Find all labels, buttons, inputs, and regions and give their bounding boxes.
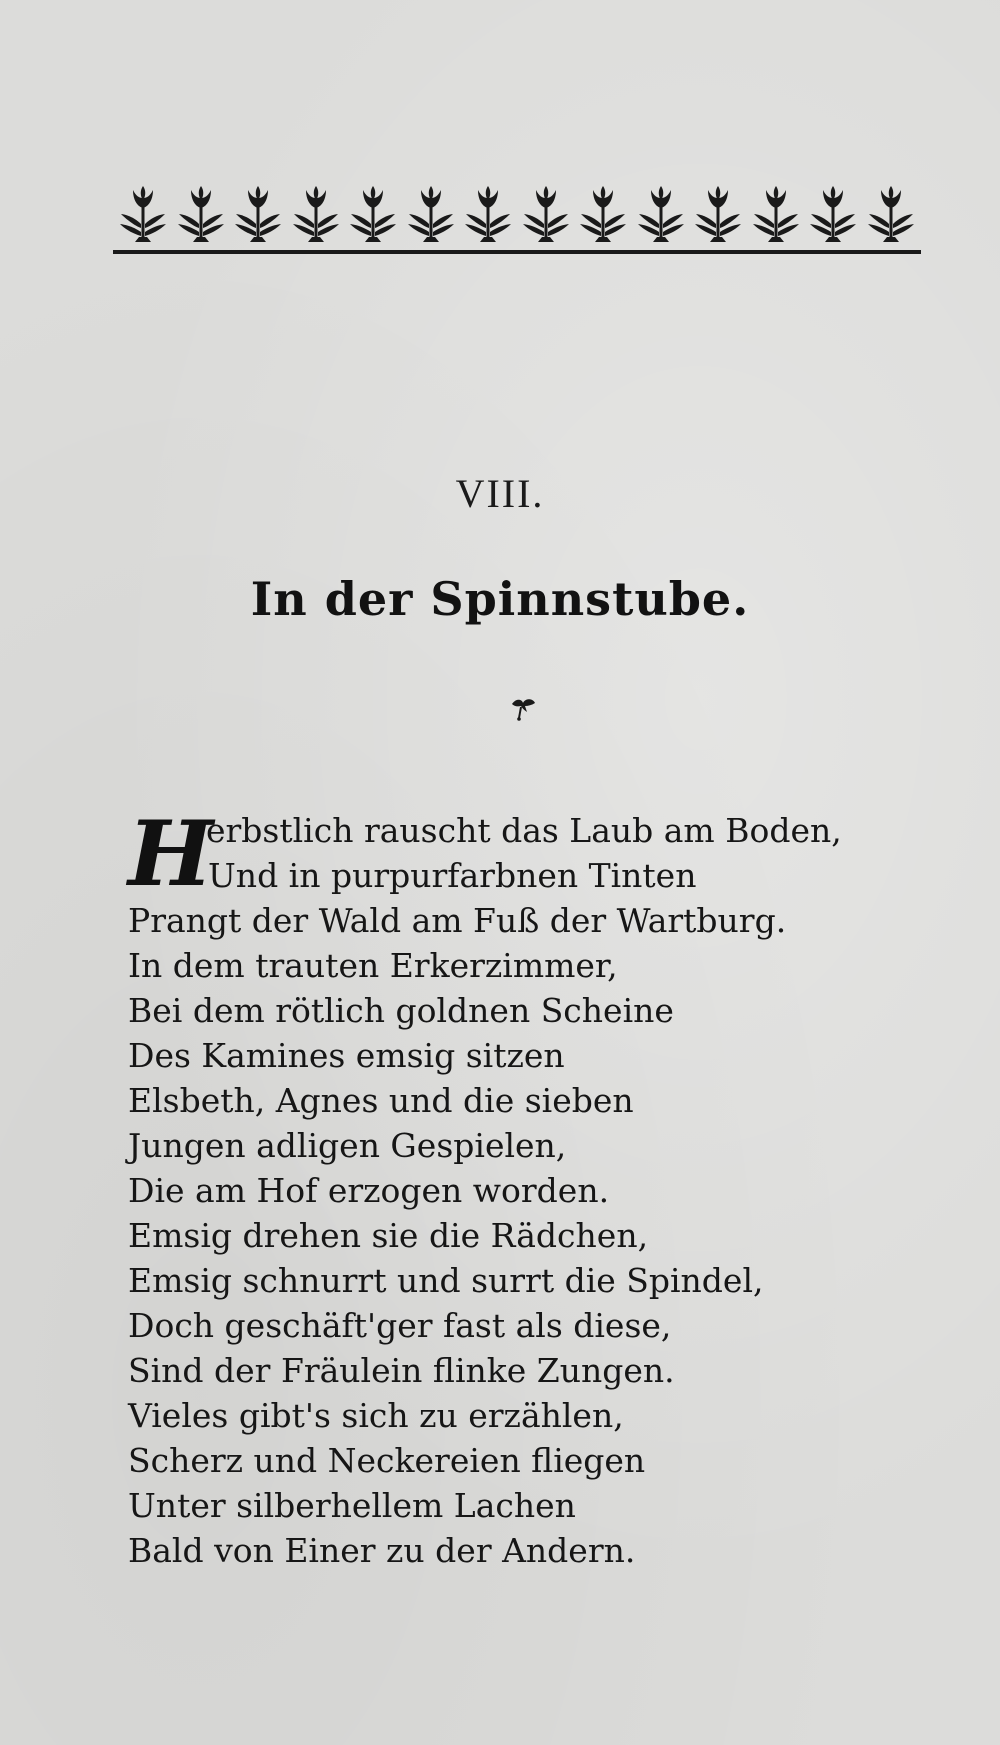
ornament-row (113, 178, 921, 246)
chapter-title: In der Spinnstube. (250, 572, 750, 626)
poem-line-8: Jungen adligen Gespielen, (128, 1126, 567, 1165)
tulip-ornament-icon (117, 184, 169, 246)
chapter-number: VIII. (455, 471, 545, 516)
tulip-ornament-icon (520, 184, 572, 246)
tulip-ornament-icon (175, 184, 227, 246)
poem-line-11: Emsig schnurrt und surrt die Spindel, (128, 1261, 764, 1300)
poem-line-16: Unter silberhellem Lachen (128, 1486, 576, 1525)
poem-line-text: erbstlich rauscht das Laub am Boden, (206, 811, 842, 850)
poem-line-2: Und in purpurfarbnen Tinten (208, 856, 697, 895)
poem-line-6: Des Kamines emsig sitzen (128, 1036, 565, 1075)
poem-line-10: Emsig drehen sie die Rädchen, (128, 1216, 649, 1255)
tulip-ornament-icon (865, 184, 917, 246)
tulip-ornament-icon (405, 184, 457, 246)
poem-line-3: Prangt der Wald am Fuß der Wartburg. (128, 901, 787, 940)
tulip-ornament-icon (692, 184, 744, 246)
leaf-ornament-icon (508, 696, 538, 722)
tulip-ornament-icon (347, 184, 399, 246)
tulip-ornament-icon (462, 184, 514, 246)
poem-line-15: Scherz und Neckereien fliegen (128, 1441, 646, 1480)
poem-line-14: Vieles gibt's sich zu erzählen, (128, 1396, 624, 1435)
poem-body (128, 801, 868, 1573)
tulip-ornament-icon (750, 184, 802, 246)
header-rule (113, 250, 921, 254)
drop-cap-letter: H (128, 801, 214, 907)
poem-line-7: Elsbeth, Agnes und die sieben (128, 1081, 634, 1120)
poem-line-12: Doch geschäft'ger fast als diese, (128, 1306, 672, 1345)
poem-line-9: Die am Hof erzogen worden. (128, 1171, 610, 1210)
poem-line-17: Bald von Einer zu der Andern. (128, 1531, 636, 1570)
tulip-ornament-icon (807, 184, 859, 246)
poem-line-13: Sind der Fräulein flinke Zungen. (128, 1351, 675, 1390)
poem-line-4: In dem trauten Erkerzimmer, (128, 946, 618, 985)
poem-line-5: Bei dem rötlich goldnen Scheine (128, 991, 674, 1030)
tulip-ornament-icon (577, 184, 629, 246)
tulip-ornament-icon (290, 184, 342, 246)
tulip-ornament-icon (635, 184, 687, 246)
tulip-ornament-icon (232, 184, 284, 246)
header-ornament-band (113, 178, 921, 254)
